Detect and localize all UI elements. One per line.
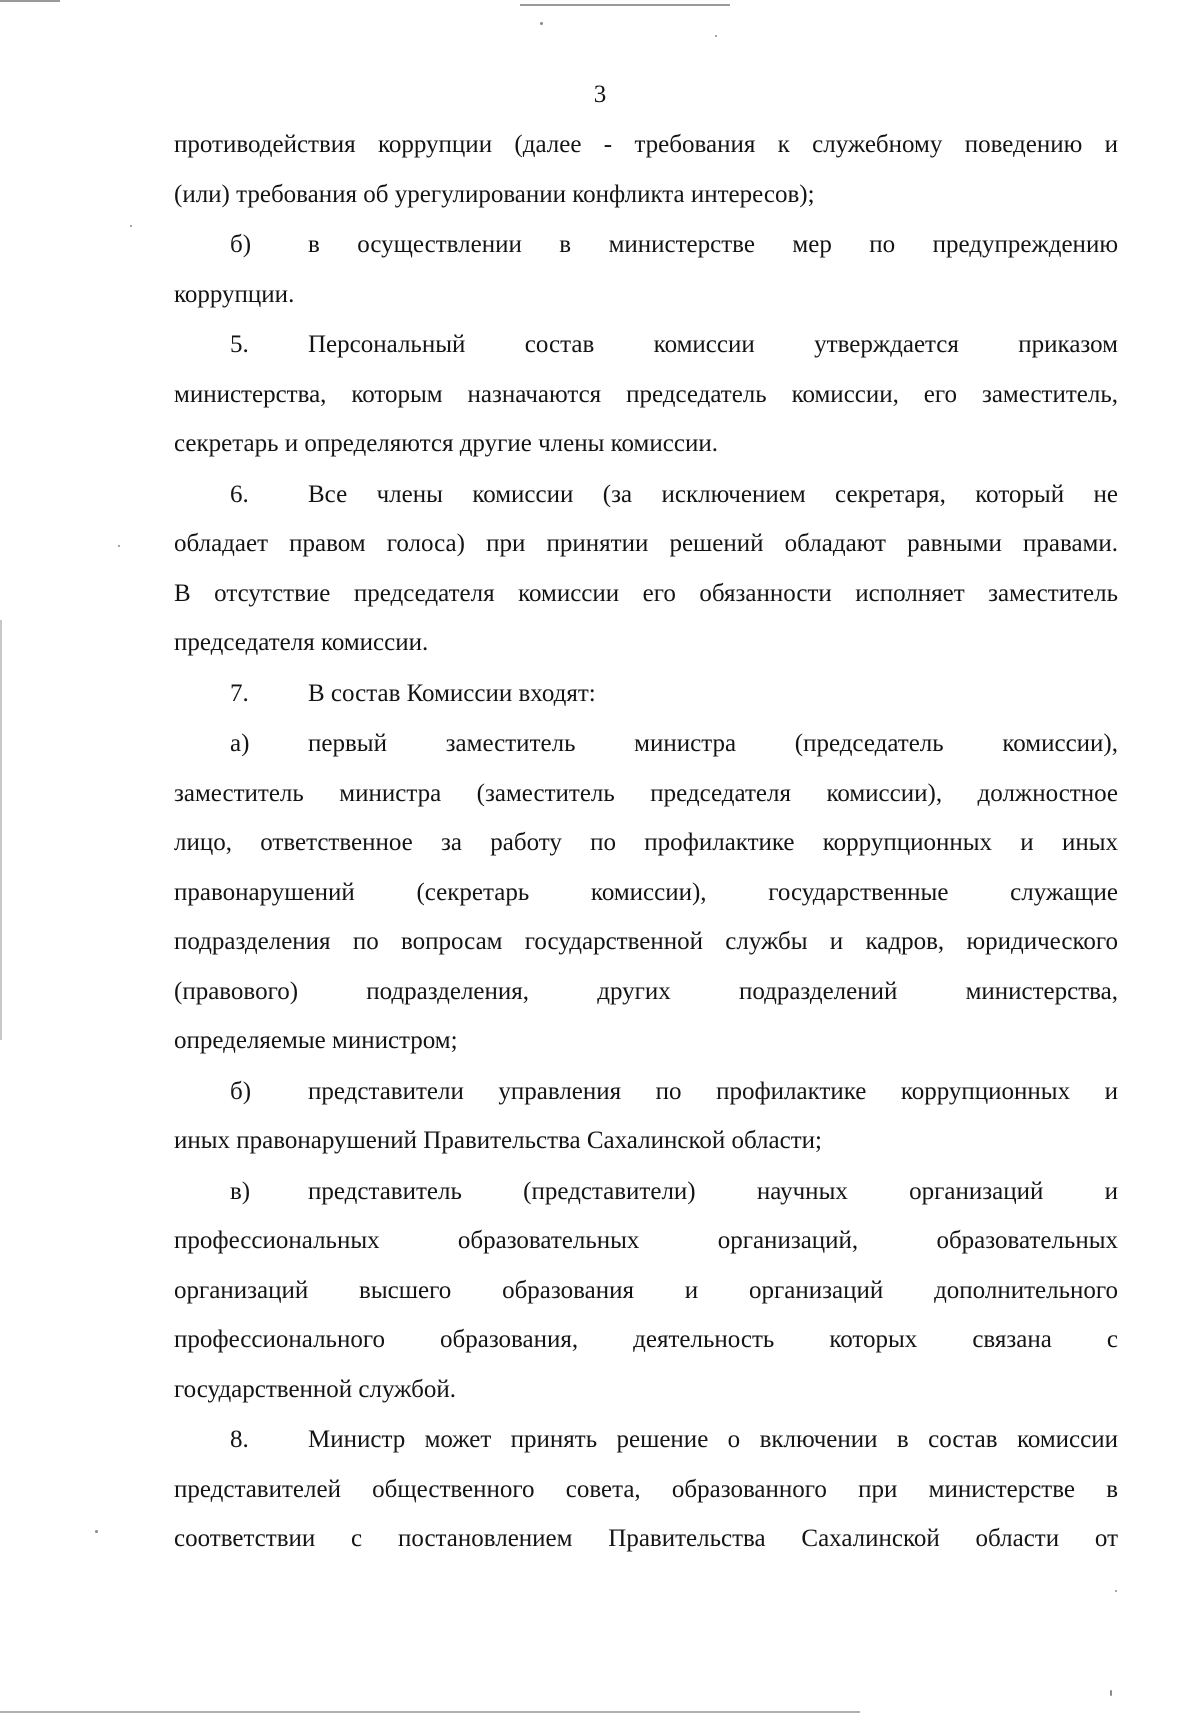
line-text: В состав Комиссии входят: [308,679,596,707]
text-line [174,1067,1118,1117]
scan-speck [540,22,543,25]
line-text: представители управления по профилактике коррупционных и [308,1077,1118,1105]
item-marker: б) [230,231,252,258]
line-text: министерства, которым назначаются председатель комиссии, его заместитель, [174,380,1118,408]
page-number: 3 [593,81,607,108]
text-line [174,519,1118,569]
text-line [174,419,1118,469]
text-line [174,1315,1118,1365]
item-marker: 7. [230,679,249,707]
line-text: председателя комиссии. [174,629,429,656]
text-line [174,1365,1118,1415]
line-text: правонарушений (секретарь комиссии), государственные служащие [174,878,1118,906]
line-text: государственной службой. [174,1375,456,1403]
line-text: Персональный состав комиссии утверждается приказом [308,331,1118,358]
text-line [174,470,1118,520]
scan-speck [715,35,717,37]
text-line [174,1016,1118,1066]
line-text: В отсутствие председателя комиссии его обязанности исполняет заместитель [174,579,1118,607]
line-text: секретарь и определяются другие члены комиссии. [174,430,718,457]
text-line [174,967,1118,1017]
text-line [174,917,1118,967]
item-marker: 5. [230,331,249,358]
text-line [174,868,1118,918]
scan-artifact-top-left [0,0,60,2]
text-line [174,818,1118,868]
line-text: заместитель министра (заместитель председателя комиссии), должностное [174,779,1118,807]
line-text: профессионального образования, деятельность которых связана с [174,1326,1118,1353]
text-line [174,1465,1118,1515]
line-text: (правового) подразделения, других подразделений министерства, [174,977,1118,1005]
line-text: коррупции. [174,280,295,308]
text-line [174,569,1118,619]
line-text: определяемые министром; [174,1027,458,1054]
item-marker: а) [230,730,250,757]
scan-speck [1115,1590,1117,1592]
scan-artifact-top-line [520,4,730,6]
text-line [174,220,1118,270]
document-body [174,120,1118,1564]
text-line [174,320,1118,370]
text-line [174,719,1118,769]
text-line [174,370,1118,420]
line-text: Все члены комиссии (за исключением секретаря, который не [308,480,1118,508]
line-text: соответствии с постановлением Правительства Сахалинской области от [174,1525,1118,1552]
item-marker: в) [230,1177,251,1205]
text-line [174,769,1118,819]
line-text: представителей общественного совета, образованного при министерстве в [174,1475,1118,1503]
line-text: лицо, ответственное за работу по профилактике коррупционных и иных [174,829,1118,856]
line-text: подразделения по вопросам государственной службы и кадров, юридического [174,928,1118,955]
scan-artifact-bottom-line [0,1711,860,1713]
text-line [174,1266,1118,1316]
item-marker: 6. [230,480,249,508]
line-text: организаций высшего образования и организаций дополнительного [174,1276,1118,1304]
line-text: в осуществлении в министерстве мер по предупреждению [308,231,1118,258]
line-text: профессиональных образовательных организаций, образовательных [174,1227,1118,1254]
scan-speck [118,545,120,547]
line-text: противодействия коррупции (далее - требования к служебному поведению и [174,131,1118,158]
item-marker: 8. [230,1426,249,1453]
text-line [174,120,1118,170]
text-line [174,618,1118,668]
text-line [174,1216,1118,1266]
line-text: иных правонарушений Правительства Сахалинской области; [174,1127,822,1154]
scan-speck [1110,1690,1112,1696]
scan-artifact-left-edge [0,620,2,1040]
line-text: представитель (представители) научных организаций и [308,1177,1118,1205]
text-line [174,270,1118,320]
line-text: Министр может принять решение о включении в состав комиссии [308,1426,1118,1453]
text-line [174,669,1118,719]
line-text: (или) требования об урегулировании конфликта интересов); [174,180,815,208]
text-line [174,170,1118,220]
line-text: первый заместитель министра (председатель комиссии), [308,730,1118,757]
item-marker: б) [230,1077,252,1105]
text-line [174,1167,1118,1217]
text-line [174,1116,1118,1166]
scan-speck [130,225,132,227]
line-text: обладает правом голоса) при принятии решений обладают равными правами. [174,530,1118,557]
scan-speck [95,1530,98,1533]
text-line [174,1415,1118,1465]
text-line [174,1514,1118,1564]
